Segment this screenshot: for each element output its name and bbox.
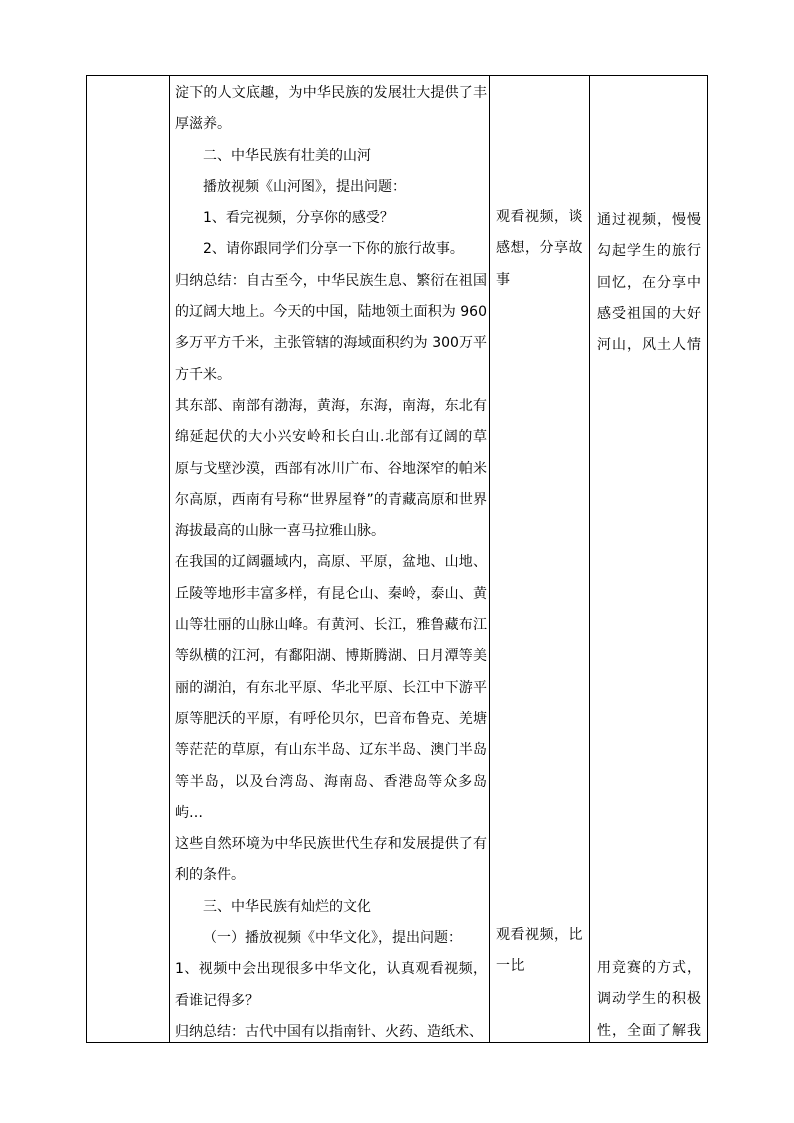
design-intent-cell-1: 通过视频，慢慢勾起学生的旅行回忆，在分享中感受祖国的大好河山，风土人情 xyxy=(597,212,702,354)
paragraph-environment: 这些自然环境为中华民族世代生存和发展提供了有利的条件。 xyxy=(175,836,487,884)
column-divider xyxy=(169,76,170,1042)
paragraph-culture-foundation: 淀下的人文底趣，为中华民族的发展壮大提供了丰厚滋养。 xyxy=(175,85,487,133)
question-3: 1、视频中会出现很多中华文化，认真观看视频，看谁记得多？ xyxy=(175,961,487,1009)
column-divider xyxy=(489,76,490,1042)
student-activity-cell-1: 观看视频，谈感想，分享故事 xyxy=(496,209,583,288)
question-1: 1、看完视频，分享你的感受？ xyxy=(203,210,394,227)
section-heading-mountains-rivers: 二、中华民族有壮美的山河 xyxy=(203,147,371,164)
teaching-content-cell xyxy=(175,78,487,1048)
paragraph-geography-east: 其东部、南部有渤海，黄海，东海，南海，东北有绵延起伏的大小兴安岭和长白山.北部有辽阔的草原与戈壁沙漠，西部有冰川广布、谷地深窄的帕米尔高原，西南有号称“世界屋脊”的青藏高原和世界海拔最高的山脉一喜马拉雅山脉。 xyxy=(175,397,487,540)
student-activity-cell-2: 观看视频，比一比 xyxy=(496,927,583,975)
video-prompt-culture: （一）播放视频《中华文化》，提出问题： xyxy=(203,930,462,947)
question-2: 2、请你跟同学们分享一下你的旅行故事。 xyxy=(203,241,464,258)
video-prompt-mountains: 播放视频《山河图》，提出问题： xyxy=(203,178,406,195)
design-intent-cell-2: 用竞赛的方式，调动学生的积极性，全面了解我 xyxy=(597,960,702,1039)
section-heading-culture: 三、中华民族有灿烂的文化 xyxy=(203,898,371,915)
summary-inventions: 归纳总结：古代中国有以指南针、火药、造纸术、 xyxy=(175,1023,483,1040)
paragraph-landforms: 在我国的辽阔疆域内，高原、平原，盆地、山地、丘陵等地形丰富多样，有昆仑山、秦岭，泰山、黄山等壮丽的山脉山峰。有黄河、长江，雅鲁藏布江等纵横的江河，有鄱阳湖、博斯腾湖、日月潭等美丽的湖泊，有东北平原、华北平原、长江中下游平原等肥沃的平原，有呼伦贝尔，巴音布鲁克、羌塘等茫茫的草原，有山东半岛、辽东半岛、澳门半岛等半岛，以及台湾岛、海南岛、香港岛等众多岛屿… xyxy=(175,554,487,821)
lesson-plan-table xyxy=(86,75,708,1043)
summary-territory: 归纳总结：自古至今，中华民族生息、繁衍在祖国的辽阔大地上。今天的中国，陆地领土面积为 960多万平方千米，主张管辖的海域面积约为 300万平方千米。 xyxy=(175,272,487,383)
